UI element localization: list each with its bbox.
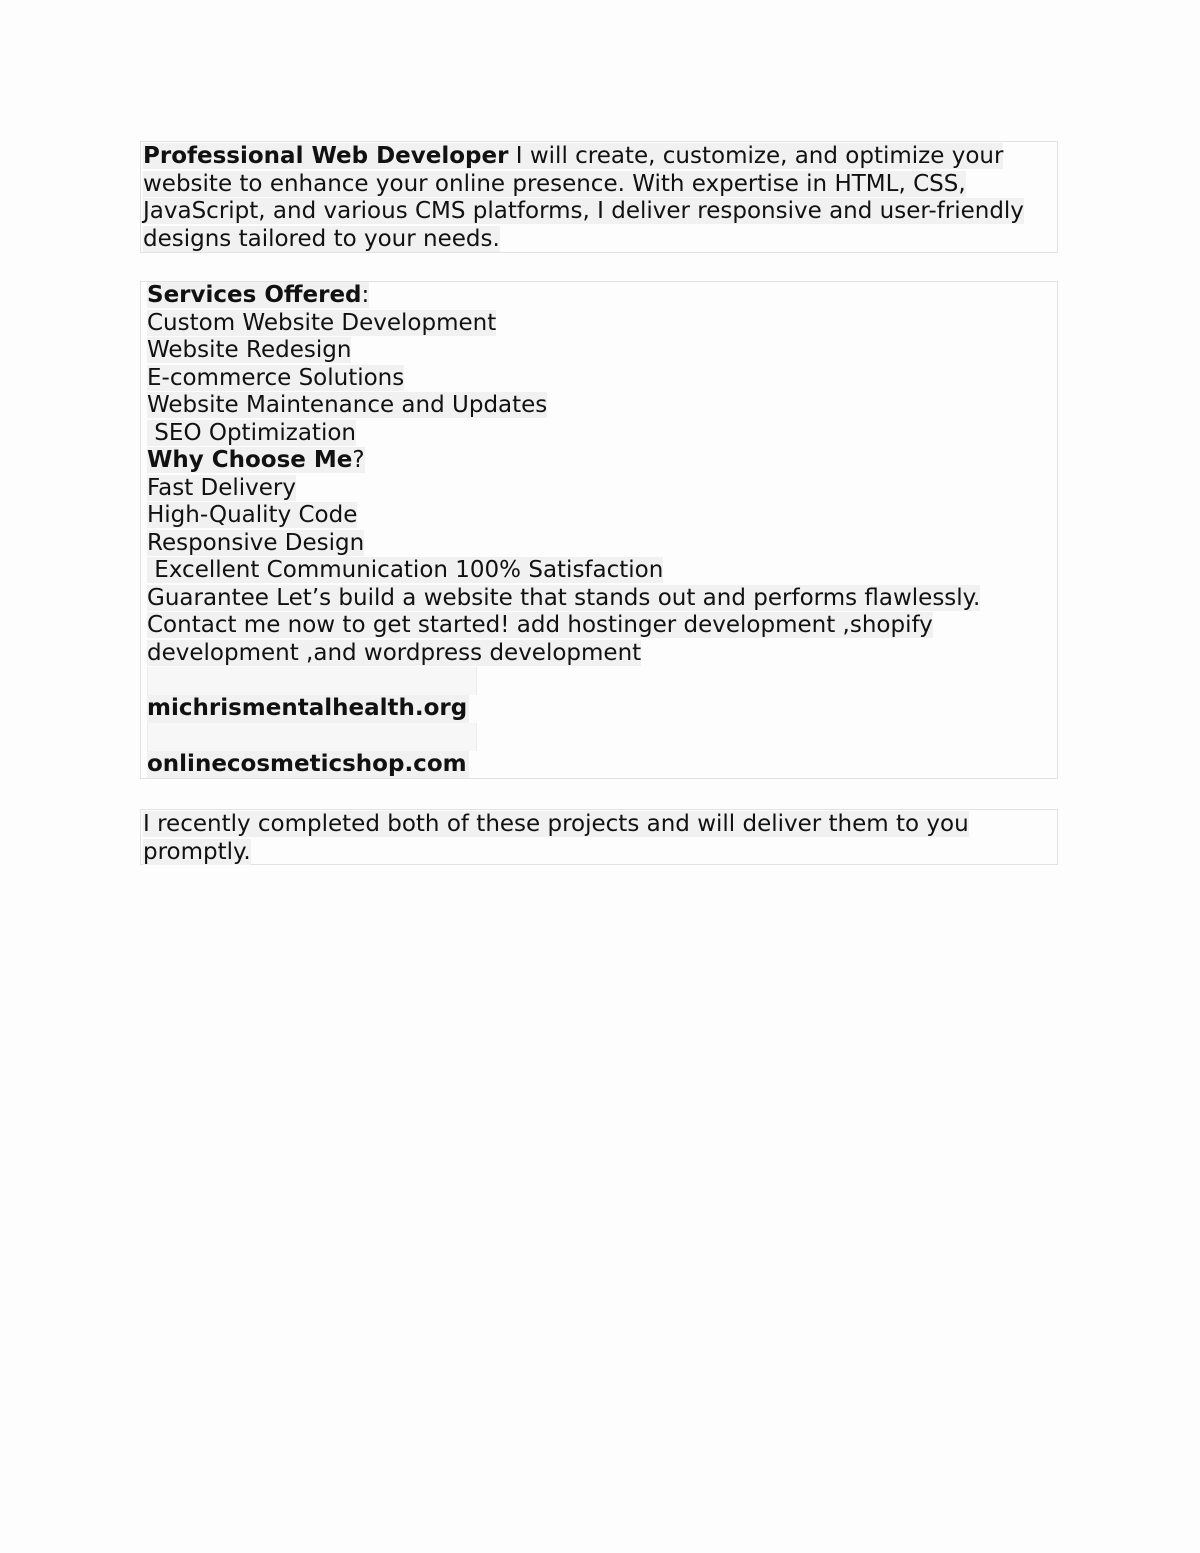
service-item: Website Redesign (147, 337, 352, 363)
why-heading: Why Choose Me (147, 447, 353, 473)
why-item: Responsive Design (147, 529, 365, 556)
site-name: michrismentalhealth.org (147, 695, 468, 721)
service-item: E-commerce Solutions (147, 364, 405, 391)
services-heading-suffix: : (361, 282, 370, 308)
guarantee-line: development ,and wordpress development (147, 639, 642, 666)
site-name: onlinecosmeticshop.com (147, 750, 467, 777)
services-heading-line (147, 282, 1051, 310)
service-item: Website Maintenance and Updates (147, 392, 548, 418)
guarantee-line: Contact me now to get started! add hostinger development ,shopify (147, 612, 933, 638)
closing-paragraph (140, 809, 1058, 865)
services-heading: Services Offered (147, 282, 362, 308)
guarantee-line: Guarantee Let’s build a website that stands out and performs flawlessly. (147, 584, 981, 611)
site-line (147, 751, 1051, 779)
site-line (147, 695, 1051, 723)
closing-line: I recently completed both of these projects and will deliver them to you (143, 811, 969, 837)
services-section (140, 281, 1058, 779)
why-item: Excellent Communication 100% Satisfaction (147, 557, 664, 583)
intro-paragraph (140, 141, 1058, 253)
service-item: Custom Website Development (147, 309, 497, 336)
why-heading-suffix: ? (352, 447, 365, 473)
intro-title: Professional Web Developer (143, 143, 509, 169)
spacer (147, 667, 477, 695)
intro-text: I will create, customize, and optimize your website to enhance your online presence. With expertise in HTML, CSS, JavaScript, and various CMS platforms, I deliver responsive and user-friendly designs tailored to your needs. (143, 143, 1024, 252)
why-item: High-Quality Code (147, 502, 358, 528)
service-item: SEO Optimization (147, 419, 356, 446)
spacer (147, 723, 477, 751)
why-heading-line (147, 447, 1051, 475)
why-item: Fast Delivery (147, 474, 296, 501)
closing-line: promptly. (143, 838, 251, 865)
